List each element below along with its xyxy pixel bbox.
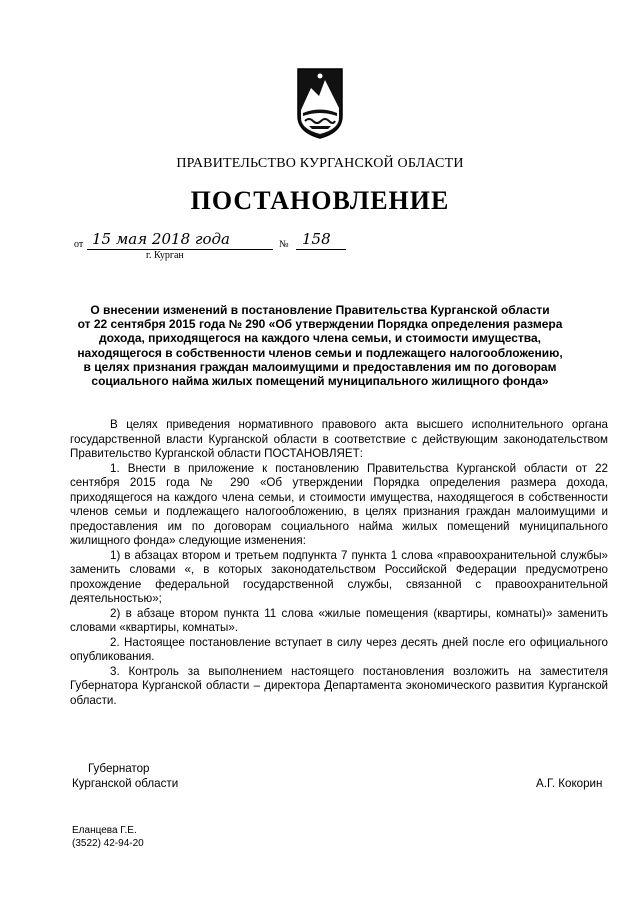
executor-footer bbox=[72, 824, 144, 850]
executor-name: Еланцева Г.Е. bbox=[72, 825, 137, 836]
item-1-1-paragraph: 1) в абзацах втором и третьем подпункта 7 пункта 1 слова «правоохранительной службы» заменить словами «, в которых законодательством Российской Федерации предусмотрено прохождение федеральной государственной службы, связанной с правоохранительной деятельностью»; bbox=[70, 548, 608, 605]
city-label: г. Курган bbox=[146, 250, 184, 261]
handwritten-date: 15 мая 2018 года bbox=[92, 230, 230, 248]
item-1-paragraph: 1. Внести в приложение к постановлению Правительства Курганской области от 22 сентября 2015 года № 290 «Об утверждении Порядка определения размера дохода, приходящегося на каждого члена семьи, и стоимости имущества, находящегося в собственности членов семьи и подлежащего налогообложению, в целях признания граждан малоимущими и предоставления им по договорам социального найма жилых помещений муниципального жилищного фонда» следующие изменения: bbox=[70, 461, 608, 547]
signatory-name: А.Г. Кокорин bbox=[536, 777, 603, 790]
subject-line: дохода, приходящегося на каждого члена семьи, и стоимости имущества, bbox=[99, 331, 541, 346]
handwritten-number: 158 bbox=[302, 230, 331, 248]
subject-line: от 22 сентября 2015 года № 290 «Об утверждении Порядка определения размера bbox=[77, 317, 563, 332]
signatory-position bbox=[72, 761, 178, 791]
subject-line: в целях признания граждан малоимущими и предоставления им по договорам bbox=[83, 359, 557, 374]
document-title: ПОСТАНОВЛЕНИЕ bbox=[190, 186, 450, 215]
number-label: № bbox=[279, 239, 289, 250]
item-2-paragraph: 2. Настоящее постановление вступает в силу через десять дней после его официального опубликования. bbox=[70, 635, 608, 663]
number-underline bbox=[296, 249, 346, 250]
government-name: ПРАВИТЕЛЬСТВО КУРГАНСКОЙ ОБЛАСТИ bbox=[176, 156, 464, 171]
date-line bbox=[74, 230, 374, 252]
item-3-paragraph: 3. Контроль за выполнением настоящего постановления возложить на заместителя Губернатора Курганской области – директора Департамента экономического развития Курганской области. bbox=[70, 664, 608, 707]
subject-line: находящегося в собственности членов семьи и подлежащего налогообложению, bbox=[77, 345, 563, 360]
subject-line: О внесении изменений в постановление Правительства Курганской области bbox=[90, 303, 550, 317]
preamble-paragraph: В целях приведения нормативного правового акта высшего исполнительного органа государственной власти Курганской области в соответствие с действующим законодательством Правительство Курганской области ПОСТАНОВЛЯЕТ: bbox=[70, 418, 608, 460]
document-subject bbox=[56, 303, 584, 388]
position-line-2: Курганской области bbox=[72, 777, 179, 790]
coat-of-arms-icon bbox=[295, 66, 345, 141]
position-line-1: Губернатор bbox=[88, 762, 150, 775]
subject-line: социального найма жилых помещений муниципального жилищного фонда» bbox=[91, 374, 549, 389]
document-body bbox=[70, 418, 608, 708]
executor-phone: (3522) 42-94-20 bbox=[72, 838, 144, 849]
item-1-2-paragraph: 2) в абзаце втором пункта 11 слова «жилые помещения (квартиры, комнаты)» заменить словами «квартиры, комнаты». bbox=[70, 606, 608, 634]
date-from-label: от bbox=[74, 239, 84, 250]
